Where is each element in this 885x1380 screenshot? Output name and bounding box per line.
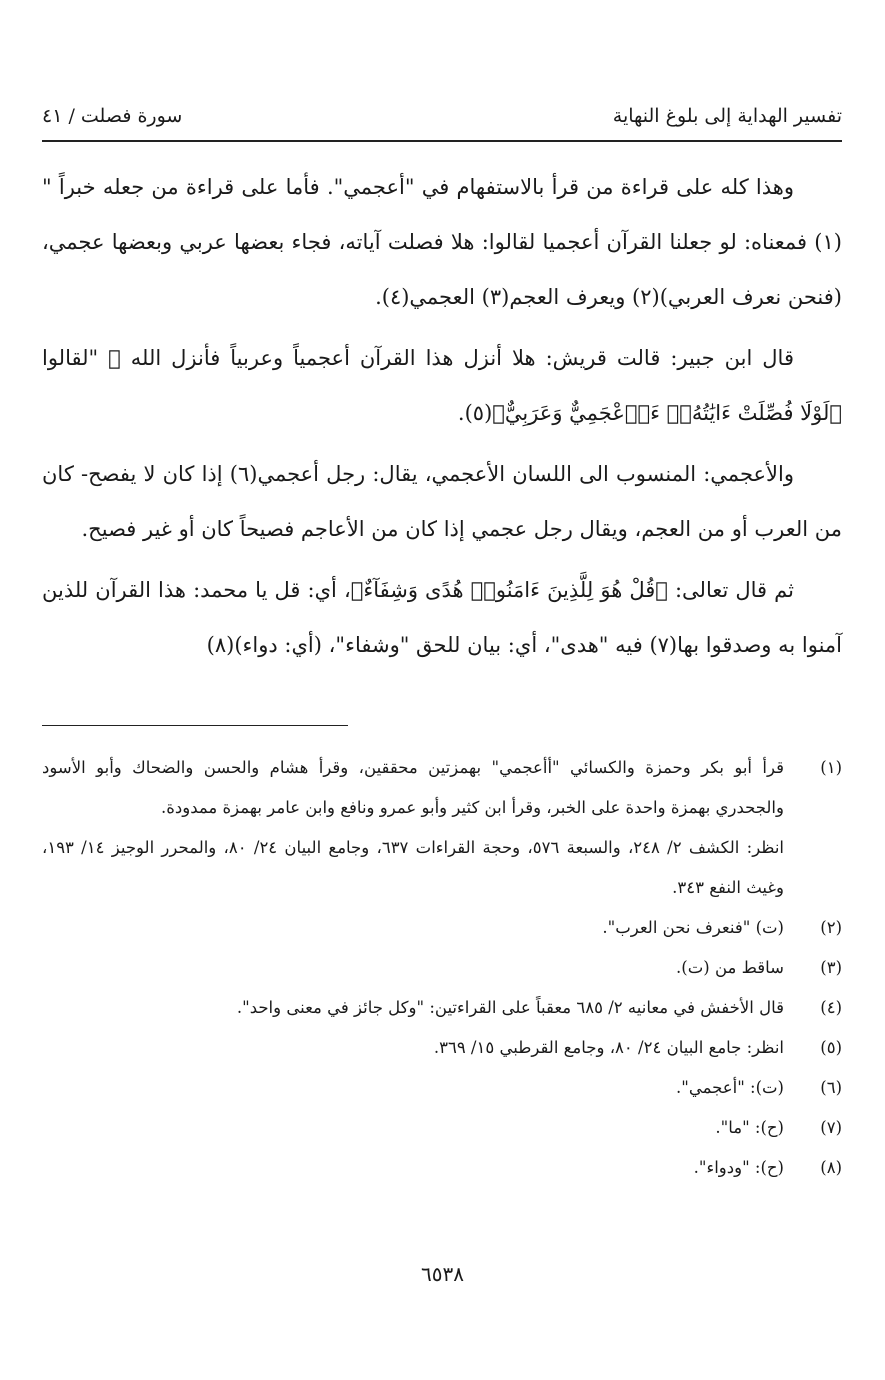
- footnote-number: (٢): [820, 918, 842, 937]
- page-number: ٦٥٣٨: [421, 1262, 464, 1286]
- footnote-number: (٦): [820, 1078, 842, 1097]
- paragraph-2: قال ابن جبير: قالت قريش: هلا أنزل هذا القرآن أعجمياً وعربياً فأنزل الله ﷺ "لقالوا ﴿لَوْلَا فُصِّلَتْ ءَايَٰتُهُۥٓ ءَا۬عْجَمِيٌّ وَعَرَبِيٌّ﴾(٥).: [42, 346, 842, 425]
- paragraph-3: والأعجمي: المنسوب الى اللسان الأعجمي، يقال: رجل أعجمي(٦) إذا كان لا يفصح- كان من العرب أو من العجم، ويقال رجل عجمي إذا كان من الأعاجم فصيحاً كان أو غير فصيح.: [42, 462, 842, 541]
- header-rule: [42, 140, 842, 142]
- footnote-3: [42, 948, 842, 988]
- running-header: [42, 103, 842, 129]
- footnote-6: [42, 1068, 842, 1108]
- footnote-number: (٨): [820, 1158, 842, 1177]
- book-title: تفسير الهداية إلى بلوغ النهاية: [612, 105, 842, 127]
- footnote-number: (٣): [820, 958, 842, 977]
- footnote-8: [42, 1148, 842, 1188]
- footnote-text: (ح): "ودواء".: [693, 1158, 784, 1177]
- footnote-rule: [42, 725, 348, 726]
- footnote-number: (٥): [820, 1038, 842, 1057]
- footnote-2: [42, 908, 842, 948]
- paragraph-4: ثم قال تعالى: ﴿قُلْ هُوَ لِلَّذِينَ ءَامَنُوا۟ هُدًى وَشِفَآءٌ﴾، أي: قل يا محمد: هذا القرآن للذين آمنوا به وصدقوا بها(٧) فيه "هدى"، أي: بيان للحق "وشفاء"، (أي: دواء)(٨): [42, 578, 842, 657]
- footnote-7: [42, 1108, 842, 1148]
- main-text: [42, 160, 842, 673]
- footnote-text: قرأ أبو بكر وحمزة والكسائي "أأعجمي" بهمزتين محققين، وقرأ هشام والحسن والضحاك وأبو الأسود والجحدري بهمزة واحدة على الخبر، وقرأ ابن كثير وأبو عمرو ونافع وابن عامر بهمزة ممدودة.: [42, 758, 784, 817]
- footnote-text: انظر: جامع البيان ٢٤/ ٨٠، وجامع القرطبي ١٥/ ٣٦٩.: [433, 1038, 784, 1057]
- footnote-number: (٤): [820, 998, 842, 1017]
- paragraph-1: وهذا كله على قراءة من قرأ بالاستفهام في "أعجمي". فأما على قراءة من جعله خبراً "(١) فمعناه: لو جعلنا القرآن أعجميا لقالوا: هلا فصلت آياته، فجاء بعضها عربي وبعضها عجمي، (فنحن نعرف العربي)(٢) ويعرف العجم(٣) العجمي(٤).: [42, 175, 842, 309]
- footnote-number: (٧): [820, 1118, 842, 1137]
- footnote-5: [42, 1028, 842, 1068]
- surah-reference: سورة فصلت / ٤١: [42, 105, 183, 127]
- footnotes: [42, 748, 842, 1188]
- footnote-1-continuation: انظر: الكشف ٢/ ٢٤٨، والسبعة ٥٧٦، وحجة القراءات ٦٣٧، وجامع البيان ٢٤/ ٨٠، والمحرر الوجيز ١٤/ ١٩٣، وغيث النفع ٣٤٣.: [42, 838, 785, 897]
- footnote-text: قال الأخفش في معانيه ٢/ ٦٨٥ معقباً على القراءتين: "وكل جائز في معنى واحد".: [236, 998, 784, 1017]
- footnote-1: [42, 748, 842, 828]
- footnote-text: (ت): "أعجمي".: [675, 1078, 784, 1097]
- footnote-text: ساقط من (ت).: [676, 958, 784, 977]
- footnote-text: (ح): "ما".: [715, 1118, 784, 1137]
- footnote-4: [42, 988, 842, 1028]
- footnote-text: (ت) "فنعرف نحن العرب".: [602, 918, 784, 937]
- footnote-number: (١): [820, 758, 842, 777]
